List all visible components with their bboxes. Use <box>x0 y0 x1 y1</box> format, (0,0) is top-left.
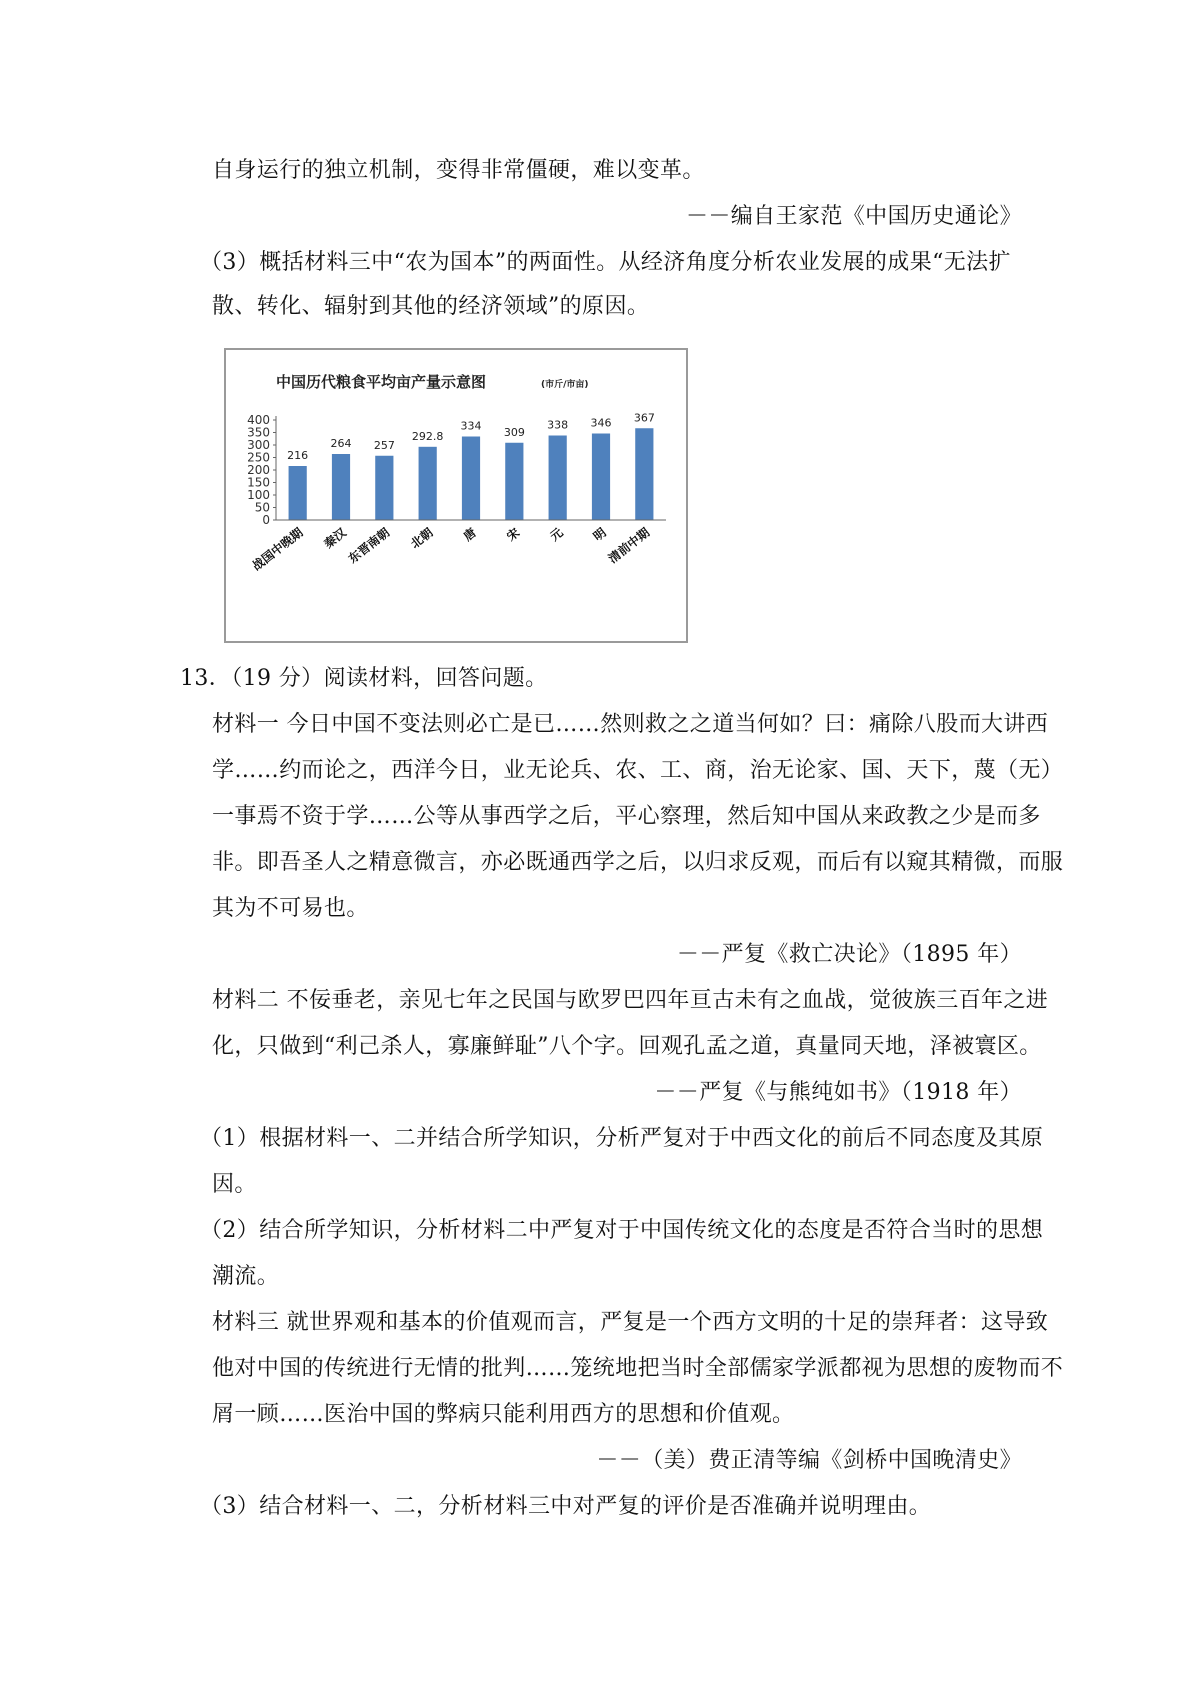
bar-1 <box>289 466 307 520</box>
question-1-line-1: （1）根据材料一、二并结合所学知识，分析严复对于中西文化的前后不同态度及其原 <box>200 1126 1044 1151</box>
bar-5 <box>462 437 480 521</box>
text-line: 自身运行的独立机制，变得非常僵硬，难以变革。 <box>212 158 705 183</box>
material-2-line-2: 化，只做到“利己杀人，寡廉鲜耻”八个字。回观孔孟之道，真量同天地，泽被寰区。 <box>212 1034 1042 1059</box>
data-label: 257 <box>373 438 395 452</box>
material-2-line-1: 材料二 不佞垂老，亲见七年之民国与欧罗巴四年亘古未有之血战，觉彼族三百年之进 <box>212 988 1049 1013</box>
material-3-line-1: 材料三 就世界观和基本的价值观而言，严复是一个西方文明的十足的崇拜者：这导致 <box>212 1310 1049 1335</box>
category-label: 元 <box>547 525 566 544</box>
bar-9 <box>635 428 653 520</box>
chart-title: 中国历代粮食平均亩产量示意图 <box>276 373 487 391</box>
question-1-line-2: 因。 <box>212 1172 257 1197</box>
bar-4 <box>419 447 437 520</box>
bar-3 <box>375 456 393 520</box>
material-1-line-1: 材料一 今日中国不变法则必亡是已……然则救之之道当何如？曰：痛除八股而大讲西 <box>212 712 1049 737</box>
data-label: 367 <box>633 411 655 425</box>
question-3-line-1: （3）概括材料三中“农为国本”的两面性。从经济角度分析农业发展的成果“无法扩 <box>200 250 1011 275</box>
material-3-line-3: 屑一顾……医治中国的弊病只能利用西方的思想和价值观。 <box>212 1402 795 1427</box>
y-tick-label: 350 <box>247 425 270 440</box>
category-label: 宋 <box>504 525 523 544</box>
y-tick-label: 400 <box>247 413 270 427</box>
data-label: 334 <box>460 419 482 433</box>
data-label: 346 <box>590 416 612 430</box>
material-1-line-3: 一事焉不资于学……公等从事西学之后，平心察理，然后知中国从来政教之少是而多 <box>212 804 1041 829</box>
grain-yield-chart <box>224 348 688 643</box>
material-1-line-2: 学……约而论之，西洋今日，业无论兵、农、工、商，治无论家、国、天下，蔑（无） <box>212 758 1064 783</box>
material-3-line-2: 他对中国的传统进行无情的批判……笼统地把当时全部儒家学派都视为思想的废物而不 <box>212 1356 1064 1381</box>
question-2-line-2: 潮流。 <box>212 1264 280 1289</box>
y-tick-label: 300 <box>247 438 270 452</box>
category-label: 清前中期 <box>605 525 653 566</box>
question-3-prompt: （3）结合材料一、二，分析材料三中对严复的评价是否准确并说明理由。 <box>200 1494 932 1519</box>
category-label: 明 <box>590 525 609 544</box>
question-3-line-2: 散、转化、辐射到其他的经济领域”的原因。 <box>212 294 650 319</box>
category-label: 北朝 <box>407 525 436 552</box>
data-label: 216 <box>287 449 309 462</box>
material-1-line-4: 非。即吾圣人之精意微言，亦必既通西学之后，以归求反观，而后有以窥其精微，而服 <box>212 850 1064 875</box>
data-label: 292.8 <box>411 429 444 443</box>
category-label: 秦汉 <box>321 525 349 552</box>
source-citation: －－编自王家范《中国历史通论》 <box>685 204 1022 229</box>
data-label: 309 <box>503 425 525 439</box>
y-tick-label: 150 <box>247 475 270 490</box>
bar-8 <box>592 434 610 521</box>
y-tick-label: 100 <box>247 488 270 502</box>
category-label: 东晋南朝 <box>345 525 393 566</box>
material-3-source: －－（美）费正清等编《剑桥中国晚清史》 <box>596 1448 1022 1473</box>
chart-canvas <box>226 350 686 641</box>
question-13-heading: 13．（19 分）阅读材料，回答问题。 <box>180 666 548 691</box>
bar-7 <box>549 436 567 521</box>
data-label: 264 <box>330 437 352 450</box>
chart-unit: (市斤/市亩) <box>541 380 589 390</box>
question-2-line-1: （2）结合所学知识，分析材料二中严复对于中国传统文化的态度是否符合当时的思想 <box>200 1218 1044 1243</box>
bar-2 <box>332 454 350 520</box>
y-tick-label: 250 <box>247 450 270 465</box>
category-label: 战国中晚期 <box>249 525 306 574</box>
material-2-source: －－严复《与熊纯如书》（1918 年） <box>654 1080 1022 1105</box>
data-label: 338 <box>547 418 569 432</box>
material-1-line-5: 其为不可易也。 <box>212 896 369 921</box>
y-tick-label: 50 <box>254 500 270 515</box>
y-tick-label: 0 <box>262 513 270 527</box>
bar-6 <box>505 443 523 520</box>
material-1-source: －－严复《救亡决论》（1895 年） <box>676 942 1022 967</box>
category-label: 唐 <box>460 525 479 544</box>
y-tick-label: 200 <box>247 463 270 477</box>
